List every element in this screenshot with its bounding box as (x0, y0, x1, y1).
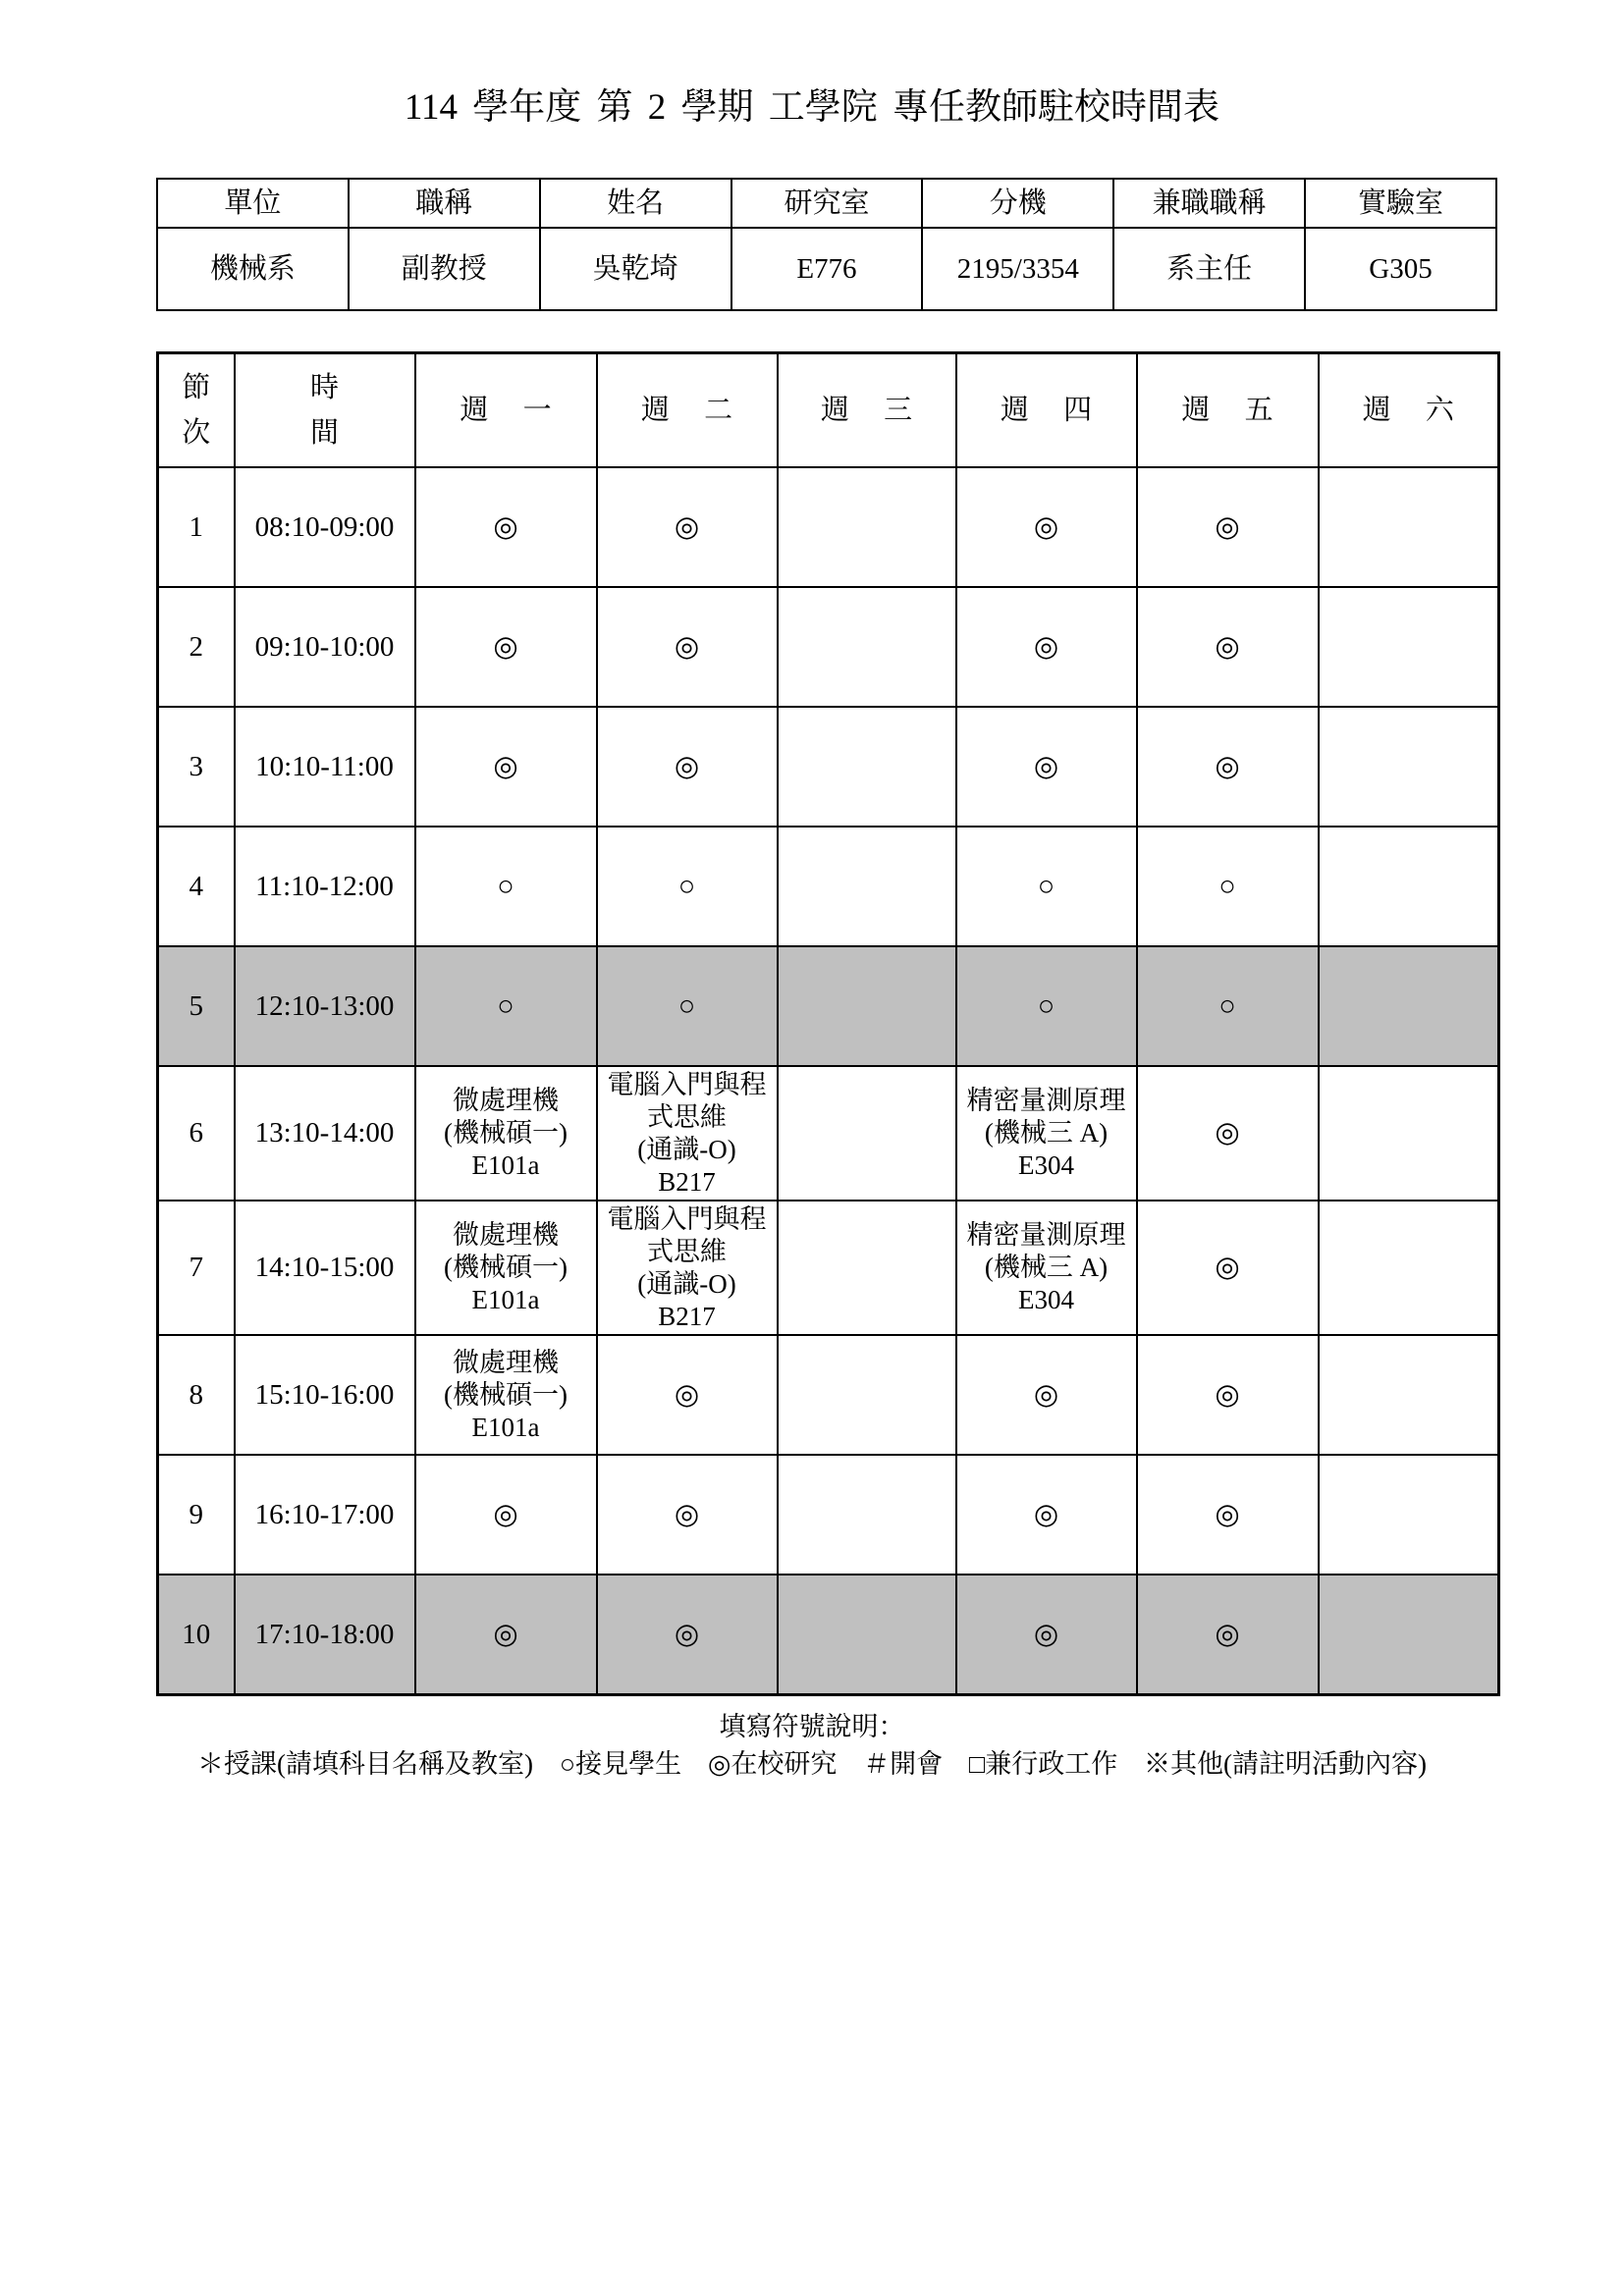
slot-cell-wed (778, 827, 956, 946)
period-number: 9 (158, 1455, 235, 1575)
info-value-row (157, 228, 1496, 310)
time-range: 11:10-12:00 (235, 827, 415, 946)
course-line: B217 (658, 1166, 716, 1197)
period-number: 4 (158, 827, 235, 946)
slot-cell-tue: ◎ (597, 707, 778, 827)
slot-cell-sat (1319, 467, 1499, 587)
slot-cell-sat (1319, 1455, 1499, 1575)
period-number: 8 (158, 1335, 235, 1455)
slot-cell-sat (1319, 946, 1499, 1066)
slot-cell-mon: ◎ (415, 1575, 597, 1695)
course-line: E101a (471, 1412, 540, 1442)
course-line: (機械碩一) (444, 1118, 568, 1148)
extension-value: 2195/3354 (922, 228, 1113, 310)
course-line: (機械碩一) (444, 1379, 568, 1410)
info-header-row (157, 179, 1496, 228)
period-header-char: 次 (182, 417, 211, 449)
name-value: 吳乾埼 (540, 228, 731, 310)
slot-cell-sat (1319, 1201, 1499, 1335)
course-cell-tue (597, 1066, 778, 1201)
schedule-row (158, 467, 1499, 587)
info-header: 姓名 (540, 179, 731, 228)
period-header-char: 節 (182, 372, 211, 403)
info-header: 職稱 (349, 179, 540, 228)
slot-cell-mon: ◎ (415, 707, 597, 827)
legend-item-meeting: ＃開會 (863, 1749, 944, 1779)
schedule-row (158, 1455, 1499, 1575)
day-header-mon: 週 一 (415, 353, 597, 468)
info-header: 單位 (157, 179, 349, 228)
slot-cell-wed (778, 1455, 956, 1575)
slot-cell-wed (778, 946, 956, 1066)
schedule-row (158, 946, 1499, 1066)
legend-item-admin: □兼行政工作 (968, 1749, 1118, 1779)
course-line: 式思維 (647, 1101, 727, 1132)
slot-cell-wed (778, 1335, 956, 1455)
slot-cell-wed (778, 1066, 956, 1201)
slot-cell-fri: ◎ (1137, 1335, 1319, 1455)
time-range: 15:10-16:00 (235, 1335, 415, 1455)
teacher-info-table (156, 178, 1497, 311)
day-header-tue: 週 二 (597, 353, 778, 468)
period-number: 7 (158, 1201, 235, 1335)
course-cell-mon (415, 1066, 597, 1201)
slot-cell-fri: ◎ (1137, 1066, 1319, 1201)
legend-item-student-meeting: ○接見學生 (559, 1749, 682, 1779)
slot-cell-thu: ○ (956, 827, 1137, 946)
schedule-row (158, 1575, 1499, 1695)
course-cell-thu (956, 1066, 1137, 1201)
day-header-sat: 週 六 (1319, 353, 1499, 468)
info-header: 兼職職稱 (1113, 179, 1305, 228)
slot-cell-thu: ○ (956, 946, 1137, 1066)
admin-title-value: 系主任 (1113, 228, 1305, 310)
day-header-fri: 週 五 (1137, 353, 1319, 468)
slot-cell-sat (1319, 707, 1499, 827)
period-number: 3 (158, 707, 235, 827)
slot-cell-wed (778, 467, 956, 587)
time-header-char: 間 (309, 417, 339, 449)
period-number: 6 (158, 1066, 235, 1201)
slot-cell-tue: ◎ (597, 1575, 778, 1695)
course-line: (機械三 A) (984, 1253, 1109, 1282)
slot-cell-wed (778, 1201, 956, 1335)
course-line: 電腦入門與程 (607, 1069, 767, 1099)
time-range: 16:10-17:00 (235, 1455, 415, 1575)
course-line: 電腦入門與程 (607, 1203, 767, 1234)
schedule-header-row (158, 353, 1499, 468)
course-cell-mon (415, 1201, 597, 1335)
slot-cell-fri: ◎ (1137, 587, 1319, 707)
course-line: E304 (1018, 1150, 1074, 1180)
course-line: (機械碩一) (444, 1253, 568, 1282)
course-cell-thu (956, 1201, 1137, 1335)
period-number: 10 (158, 1575, 235, 1695)
period-number: 5 (158, 946, 235, 1066)
slot-cell-mon: ○ (415, 827, 597, 946)
course-line: E101a (471, 1285, 540, 1314)
slot-cell-tue: ◎ (597, 587, 778, 707)
slot-cell-wed (778, 707, 956, 827)
legend-title: 填寫符號說明： (719, 1712, 905, 1741)
slot-cell-tue: ○ (597, 946, 778, 1066)
period-number: 1 (158, 467, 235, 587)
slot-cell-sat (1319, 827, 1499, 946)
lab-value: G305 (1305, 228, 1496, 310)
slot-cell-fri: ○ (1137, 946, 1319, 1066)
slot-cell-thu: ◎ (956, 467, 1137, 587)
period-header (158, 353, 235, 468)
time-range: 12:10-13:00 (235, 946, 415, 1066)
time-header-char: 時 (309, 372, 339, 403)
rank-value: 副教授 (349, 228, 540, 310)
time-header (235, 353, 415, 468)
day-header-wed: 週 三 (778, 353, 956, 468)
schedule-table (156, 351, 1500, 1696)
slot-cell-wed (778, 587, 956, 707)
slot-cell-tue: ◎ (597, 467, 778, 587)
slot-cell-mon: ◎ (415, 467, 597, 587)
info-header: 實驗室 (1305, 179, 1496, 228)
info-header: 研究室 (731, 179, 923, 228)
course-line: 微處理機 (453, 1347, 559, 1377)
course-line: (通識-O) (637, 1268, 736, 1299)
schedule-row (158, 827, 1499, 946)
slot-cell-sat (1319, 1335, 1499, 1455)
department-value: 機械系 (157, 228, 349, 310)
schedule-row (158, 707, 1499, 827)
course-line: B217 (658, 1301, 716, 1331)
slot-cell-sat (1319, 1575, 1499, 1695)
slot-cell-sat (1319, 1066, 1499, 1201)
course-cell-tue (597, 1201, 778, 1335)
time-range: 14:10-15:00 (235, 1201, 415, 1335)
slot-cell-fri: ◎ (1137, 1455, 1319, 1575)
slot-cell-thu: ◎ (956, 587, 1137, 707)
slot-cell-mon: ◎ (415, 1455, 597, 1575)
schedule-row (158, 1201, 1499, 1335)
slot-cell-fri: ◎ (1137, 1575, 1319, 1695)
slot-cell-tue: ◎ (597, 1335, 778, 1455)
slot-cell-thu: ◎ (956, 1575, 1137, 1695)
course-cell-mon (415, 1335, 597, 1455)
legend (0, 1742, 1624, 1781)
slot-cell-tue: ○ (597, 827, 778, 946)
course-line: 精密量測原理 (966, 1086, 1126, 1115)
time-range: 13:10-14:00 (235, 1066, 415, 1201)
time-range: 10:10-11:00 (235, 707, 415, 827)
course-line: (通識-O) (637, 1134, 736, 1164)
legend-item-other: ※其他(請註明活動內容) (1143, 1749, 1427, 1779)
course-line: (機械三 A) (984, 1118, 1109, 1148)
time-range: 09:10-10:00 (235, 587, 415, 707)
info-header: 分機 (922, 179, 1113, 228)
time-range: 17:10-18:00 (235, 1575, 415, 1695)
course-line: 精密量測原理 (966, 1220, 1126, 1250)
page-title: 114 學年度 第 2 學期 工學院 專任教師駐校時間表 (404, 87, 1220, 128)
course-line: 微處理機 (453, 1086, 559, 1115)
course-line: E304 (1018, 1285, 1074, 1314)
schedule-row (158, 1066, 1499, 1201)
schedule-row (158, 587, 1499, 707)
time-range: 08:10-09:00 (235, 467, 415, 587)
slot-cell-fri: ◎ (1137, 467, 1319, 587)
slot-cell-mon: ◎ (415, 587, 597, 707)
slot-cell-fri: ◎ (1137, 707, 1319, 827)
period-number: 2 (158, 587, 235, 707)
office-value: E776 (731, 228, 923, 310)
day-header-thu: 週 四 (956, 353, 1137, 468)
slot-cell-thu: ◎ (956, 1455, 1137, 1575)
course-line: 式思維 (647, 1236, 727, 1266)
slot-cell-tue: ◎ (597, 1455, 778, 1575)
slot-cell-fri: ◎ (1137, 1201, 1319, 1335)
slot-cell-sat (1319, 587, 1499, 707)
legend-item-research: ◎在校研究 (707, 1749, 838, 1779)
slot-cell-thu: ◎ (956, 1335, 1137, 1455)
course-line: 微處理機 (453, 1220, 559, 1250)
legend-item-teaching: ＊授課(請填科目名稱及教室) (197, 1749, 534, 1779)
course-line: E101a (471, 1150, 540, 1180)
slot-cell-fri: ○ (1137, 827, 1319, 946)
schedule-row (158, 1335, 1499, 1455)
slot-cell-mon: ○ (415, 946, 597, 1066)
slot-cell-wed (778, 1575, 956, 1695)
slot-cell-thu: ◎ (956, 707, 1137, 827)
